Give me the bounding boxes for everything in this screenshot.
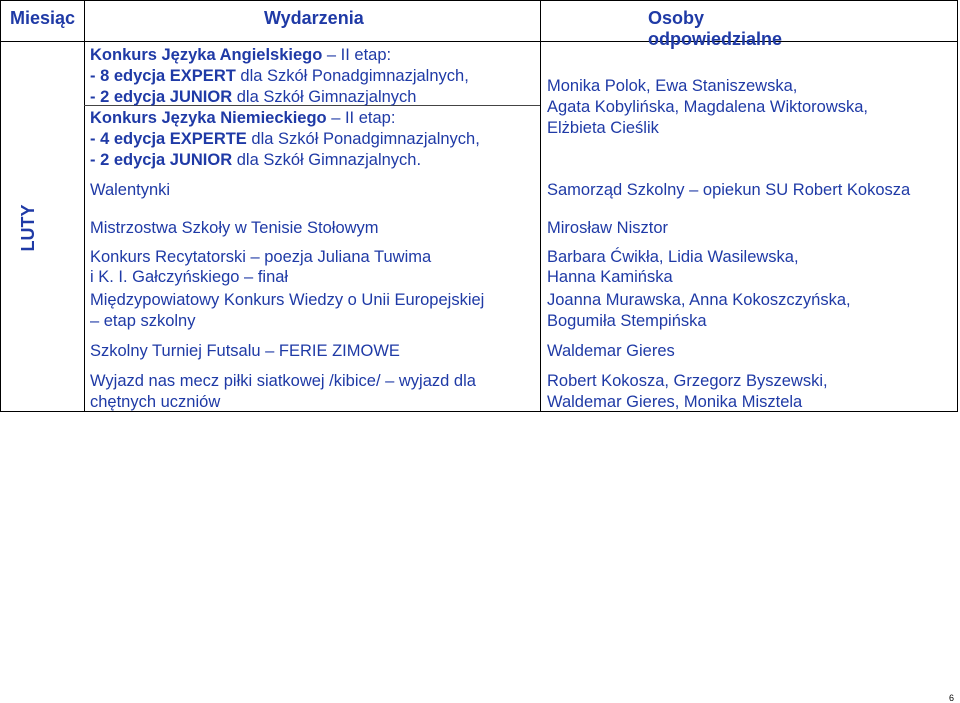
english-contest-line-2: - 8 edycja EXPERT dla Szkół Ponadgimnazjalnych, (90, 67, 469, 85)
futsal-responsible: Waldemar Gieres (547, 342, 675, 360)
table-bottom-border (0, 411, 958, 412)
volleyball-responsible-line-1: Robert Kokosza, Grzegorz Byszewski, (547, 372, 828, 390)
responsible-header: Osoby odpowiedzialne (648, 8, 783, 49)
language-responsible-line-2: Agata Kobylińska, Magdalena Wiktorowska, (547, 98, 868, 116)
recitation-event-line-2: i K. I. Gałczyńskiego – finał (90, 268, 289, 286)
table-top-border (0, 0, 958, 1)
month-column-divider (84, 0, 85, 412)
volleyball-responsible-line-2: Waldemar Gieres, Monika Misztela (547, 393, 803, 411)
recitation-responsible-line-2: Hanna Kamińska (547, 268, 673, 286)
tennis-event: Mistrzostwa Szkoły w Tenisie Stołowym (90, 219, 379, 237)
volleyball-event-line-1: Wyjazd nas mecz piłki siatkowej /kibice/ – wyjazd dla (90, 372, 476, 390)
recitation-event-line-1: Konkurs Recytatorski – poezja Juliana Tuwima (90, 248, 432, 266)
volleyball-event-line-2: chętnych uczniów (90, 393, 221, 411)
futsal-event: Szkolny Turniej Futsalu – FERIE ZIMOWE (90, 342, 400, 360)
table-left-border (0, 0, 1, 412)
tennis-responsible: Mirosław Nisztor (547, 219, 669, 237)
header-divider (0, 41, 958, 42)
eu-contest-responsible-line-2: Bogumiła Stempińska (547, 312, 707, 330)
german-contest-line-1: Konkurs Języka Niemieckiego – II etap: (90, 109, 396, 127)
valentines-responsible: Samorząd Szkolny – opiekun SU Robert Kokosza (547, 181, 911, 199)
language-responsible-line-1: Monika Polok, Ewa Staniszewska, (547, 77, 798, 95)
german-contest-line-3: - 2 edycja JUNIOR dla Szkół Gimnazjalnych. (90, 151, 422, 169)
events-header: Wydarzenia (264, 8, 364, 28)
german-contest-line-2: - 4 edycja EXPERTE dla Szkół Ponadgimnazjalnych, (90, 130, 480, 148)
month-label: LUTY (18, 204, 38, 252)
english-contest-line-3: - 2 edycja JUNIOR dla Szkół Gimnazjalnych (90, 88, 417, 106)
eu-contest-responsible-line-1: Joanna Murawska, Anna Kokoszczyńska, (547, 291, 851, 309)
valentines-event: Walentynki (90, 181, 171, 199)
events-column-divider (540, 0, 541, 412)
table-right-border (957, 0, 958, 412)
page-number: 6 (949, 693, 955, 703)
month-header: Miesiąc (10, 8, 76, 28)
eu-contest-event-line-2: – etap szkolny (90, 312, 196, 330)
recitation-responsible-line-1: Barbara Ćwikła, Lidia Wasilewska, (547, 248, 799, 266)
eu-contest-event-line-1: Międzypowiatowy Konkurs Wiedzy o Unii Europejskiej (90, 291, 485, 309)
language-responsible-line-3: Elżbieta Cieślik (547, 119, 659, 137)
english-contest-line-1: Konkurs Języka Angielskiego – II etap: (90, 46, 392, 64)
